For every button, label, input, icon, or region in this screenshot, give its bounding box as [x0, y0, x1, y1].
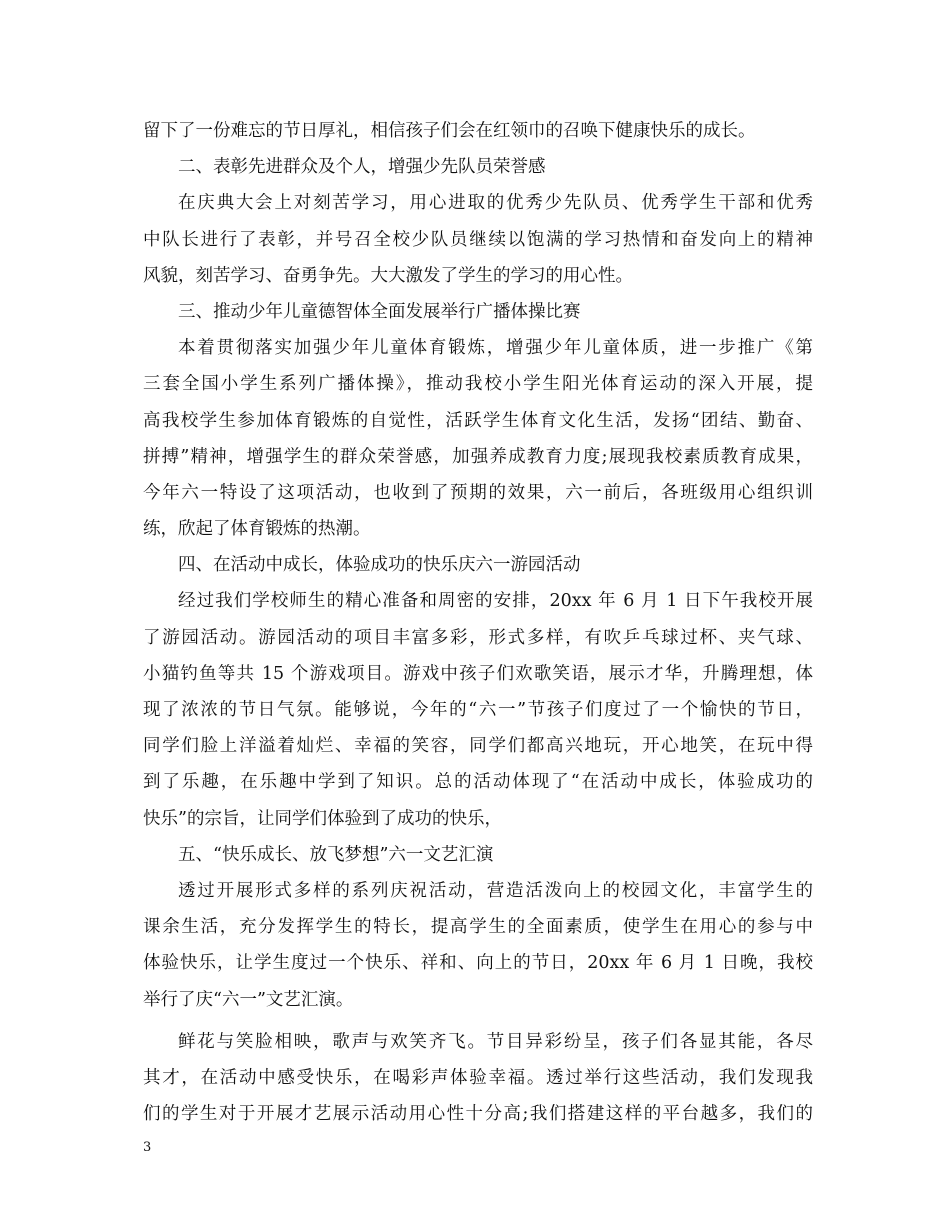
paragraph-line: 风貌，刻苦学习、奋勇争先。大大激发了学生的学习的用心性。 [143, 265, 633, 286]
paragraph-line: 拼搏”精神，增强学生的群众荣誉感，加强养成教育力度;展现我校素质教育成果， [143, 446, 813, 467]
paragraph-line: 了游园活动。游园活动的项目丰富多彩，形式多样，有吹乒乓球过杯、夹气球、 [143, 627, 813, 648]
paragraph-line: 课余生活，充分发挥学生的特长，提高学生的全面素质，使学生在用心的参与中 [143, 917, 813, 938]
paragraph-line: 现了浓浓的节日气氛。能够说，今年的“六一”节孩子们度过了一个愉快的节日， [143, 700, 813, 720]
section-heading: 三、推动少年儿童德智体全面发展举行广播体操比赛 [178, 301, 581, 322]
paragraph-line: 三套全国小学生系列广播体操》，推动我校小学生阳光体育运动的深入开展，提 [143, 374, 813, 395]
paragraph-line: 经过我们学校师生的精心准备和周密的安排，20xx 年 6 月 1 日下午我校开展 [178, 591, 813, 612]
paragraph-line: 留下了一份难忘的节日厚礼，相信孩子们会在红领巾的召唤下健康快乐的成长。 [143, 121, 756, 141]
paragraph-line: 同学们脸上洋溢着灿烂、幸福的笑容，同学们都高兴地玩，开心地笑，在玩中得 [143, 736, 813, 757]
paragraph-line: 中队长进行了表彰，并号召全校少队员继续以饱满的学习热情和奋发向上的精神 [143, 229, 813, 250]
section-heading: 四、在活动中成长，体验成功的快乐庆六一游园活动 [178, 555, 581, 576]
paragraph-line: 到了乐趣，在乐趣中学到了知识。总的活动体现了“在活动中成长，体验成功的 [143, 772, 813, 793]
paragraph-line: 体验快乐，让学生度过一个快乐、祥和、向上的节日，20xx 年 6 月 1 日晚，我校 [143, 953, 813, 974]
paragraph-line: 透过开展形式多样的系列庆祝活动，营造活泼向上的校园文化，丰富学生的 [178, 880, 813, 901]
paragraph-line: 本着贯彻落实加强少年儿童体育锻炼，增强少年儿童体质，进一步推广《第 [178, 338, 813, 359]
paragraph-line: 今年六一特设了这项活动，也收到了预期的效果，六一前后，各班级用心组织训 [143, 482, 813, 503]
section-heading: 五、“快乐成长、放飞梦想”六一文艺汇演 [178, 844, 494, 865]
section-heading: 二、表彰先进群众及个人，增强少先队员荣誉感 [178, 157, 546, 178]
paragraph-line: 高我校学生参加体育锻炼的自觉性，活跃学生体育文化生活，发扬“团结、勤奋、 [143, 410, 813, 431]
paragraph-line: 小猫钓鱼等共 15 个游戏项目。游戏中孩子们欢歌笑语，展示才华，升腾理想，体 [143, 663, 813, 684]
paragraph-line: 们的学生对于开展才艺展示活动用心性十分高;我们搭建这样的平台越多，我们的 [143, 1104, 813, 1125]
paragraph-line: 快乐”的宗旨，让同学们体验到了成功的快乐， [143, 808, 502, 829]
paragraph-line: 在庆典大会上对刻苦学习，用心进取的优秀少先队员、优秀学生干部和优秀 [178, 193, 813, 214]
paragraph-line: 举行了庆“六一”文艺汇演。 [143, 989, 354, 1010]
paragraph-line: 其才，在活动中感受快乐，在喝彩声体验幸福。透过举行这些活动，我们发现我 [143, 1067, 813, 1088]
page-number: 3 [143, 1140, 152, 1155]
paragraph-line: 练，欣起了体育锻炼的热潮。 [143, 519, 371, 540]
document-body [143, 113, 813, 1132]
paragraph-line: 鲜花与笑脸相映，歌声与欢笑齐飞。节目异彩纷呈，孩子们各显其能，各尽 [178, 1031, 813, 1052]
